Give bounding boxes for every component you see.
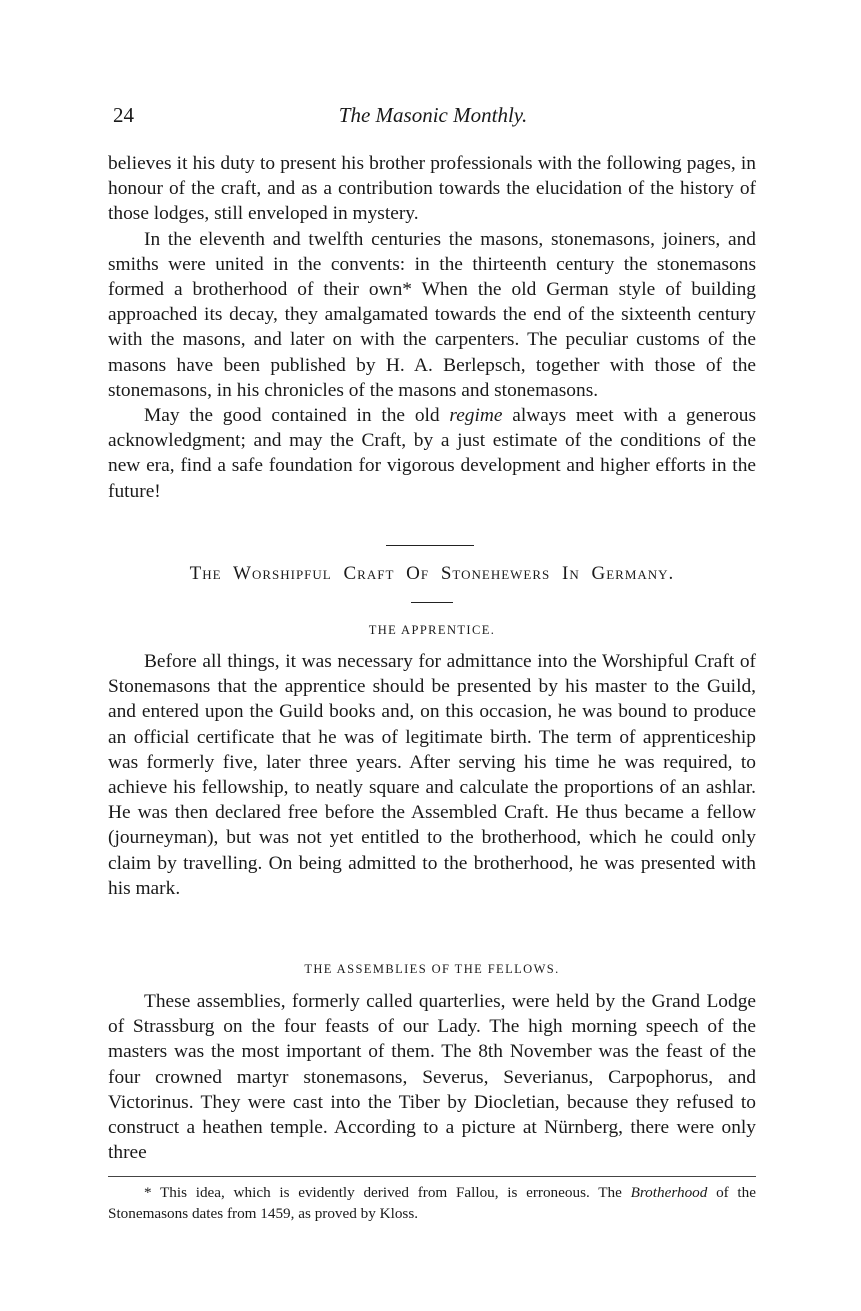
paragraph: Before all things, it was necessary for admittance into the Worshipful Craft of Stonemasons that the apprentice should be presented by his master to the Guild, and entered upon the Guild books and, on this occasion, he was bound to produce an official certificate that he was of legitimate birth. The term of apprenticeship was formerly five, later three years. After serving his time he was required, to achieve his fellowship, to neatly square and calculate the proportions of an ashlar. He was then declared free before the Assembled Craft. He thus became a fellow (journeyman), but was not yet entitled to the brotherhood, which he could only claim by travelling. On being admitted to the brotherhood, he was presented with his mark. — [108, 651, 756, 899]
italic-term: Brotherhood — [630, 1184, 708, 1201]
text-run: always meet with a generous acknowledgment; and may the Craft, by a just estimate of the conditions of the new era, find a safe foundation for vigorous development and higher efforts in the future! — [108, 405, 757, 502]
running-title: The Masonic Monthly. — [338, 103, 528, 127]
italic-term: regime — [449, 405, 503, 427]
text-run: * This idea, which is evidently derived from Fallou, is erroneous. The — [144, 1184, 631, 1201]
text-run: May the good contained in the old — [144, 405, 450, 427]
section-divider — [386, 545, 474, 546]
footnote — [108, 1182, 756, 1224]
paragraph — [108, 403, 756, 504]
paragraph: In the eleventh and twelfth centuries the masons, stonemasons, joiners, and smiths were united in the convents: in the thirteenth century the stonemasons formed a brotherhood of their own* When the old German style of building approached its decay, they amalgamated towards the end of the sixteenth century with the masons, and later on with the carpenters. The peculiar customs of the masons have been published by H. A. Berlepsch, together with those of the stonemasons, in his chronicles of the masons and stonemasons. — [108, 228, 756, 401]
intro-text — [108, 151, 756, 504]
page-number: 24 — [113, 103, 134, 127]
paragraph: These assemblies, formerly called quarterlies, were held by the Grand Lodge of Strassburg on the four feasts of our Lady. The high morning speech of the masters was the most important of them. The 8th November was the feast of the four crowned martyr stonemasons, Severus, Severianus, Carpophorus, and Victorinus. They were cast into the Tiber by Diocletian, because they refused to construct a heathen temple. According to a picture at Nürnberg, there were only three — [108, 991, 756, 1164]
paragraph: believes it his duty to present his brother professionals with the following pages, in honour of the craft, and as a contribution towards the elucidation of the history of those lodges, still enveloped in mystery. — [108, 153, 756, 225]
title-divider — [411, 602, 453, 603]
page-header — [113, 103, 753, 133]
apprentice-text — [108, 649, 756, 901]
assemblies-text — [108, 989, 756, 1165]
section-title: The Worshipful Craft Of Stonehewers In Germany. — [189, 563, 675, 584]
footnote-divider — [108, 1176, 756, 1177]
subheading-assemblies: THE ASSEMBLIES OF THE FELLOWS. — [304, 962, 560, 976]
text-run: of the Stonemasons dates from 1459, as proved by Kloss. — [108, 1184, 756, 1222]
subheading-apprentice: THE APPRENTICE. — [368, 623, 496, 637]
